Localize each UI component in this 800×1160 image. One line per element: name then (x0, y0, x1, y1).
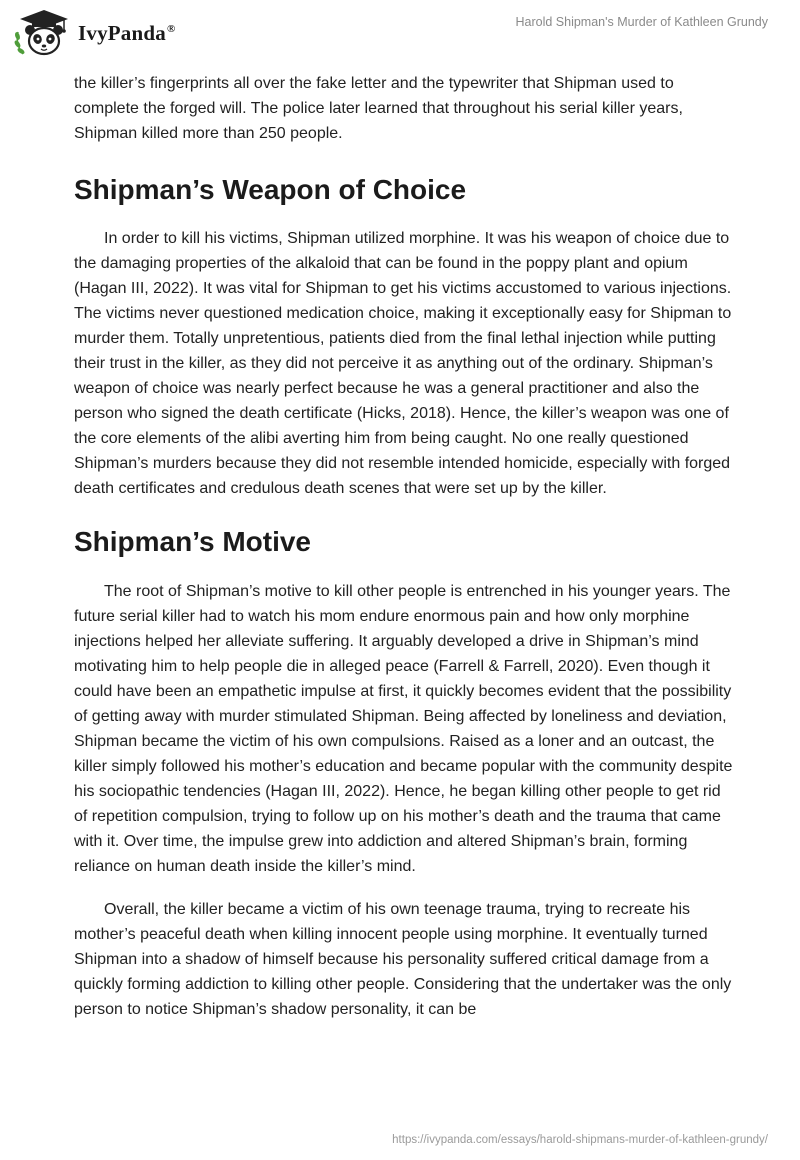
section-heading-weapon: Shipman’s Weapon of Choice (74, 174, 467, 205)
weapon-paragraph: In order to kill his victims, Shipman utilized morphine. It was his weapon of choice due to the damaging properties of the alkaloid that can be found in the poppy plant and opium (Hagan III, 2022). It was vital for Shipman to get his victims accustomed to various injections. The victims never questioned medication choice, making it exceptionally easy for Shipman to murder them. Totally unpretentious, patients died from the final lethal injection while putting their trust in the killer, as they did not perceive it as anything out of the ordinary. Shipman’s weapon of choice was nearly perfect because he was a general practitioner and also the person who signed the death certificate (Hicks, 2018). Hence, the killer’s weapon was one of the core elements of the alibi averting him from being caught. No one really questioned Shipman’s murders because they did not resemble intended homicide, especially with forged death certificates and credulous death scenes that were set up by the killer. (74, 230, 732, 497)
ivypanda-logo[interactable] (14, 8, 214, 58)
source-url-link[interactable]: https://ivypanda.com/essays/harold-shipmans-murder-of-kathleen-grundy/ (392, 1134, 768, 1146)
document-title: Harold Shipman's Murder of Kathleen Grundy (515, 15, 768, 29)
motive-paragraph-1: The root of Shipman’s motive to kill other people is entrenched in his younger years. The future serial killer had to watch his mom endure enormous pain and how only morphine injections helped her alleviate suffering. It arguably developed a drive in Shipman’s mind motivating him to help people die in alleged peace (Farrell & Farrell, 2020). Even though it could have been an empathetic impulse at first, it quickly becomes evident that the possibility of getting away with murder stimulated Shipman. Being affected by loneliness and deviation, Shipman became the victim of his own compulsions. Raised as a loner and an outcast, the killer simply followed his mother’s education and became popular with the community despite his sociopathic tendencies (Hagan III, 2022). Hence, he began killing other people to get rid of repetition compulsion, trying to follow up on his mother’s death and the trauma that came with it. Over time, the impulse grew into addiction and altered Shipman’s brain, forming reliance on human death inside the killer’s mind. (74, 583, 733, 875)
intro-paragraph: the killer’s fingerprints all over the fake letter and the typewriter that Shipman used to complete the forged will. The police later learned that throughout his serial killer years, Shipman killed more than 250 people. (74, 75, 683, 142)
section-heading-motive: Shipman’s Motive (74, 526, 312, 557)
registered-mark: ® (166, 23, 176, 35)
motive-paragraph-2: Overall, the killer became a victim of his own teenage trauma, trying to recreate his mother’s peaceful death when killing innocent people using morphine. It eventually turned Shipman into a shadow of himself because his personality suffered critical damage from a quickly forming addiction to killing other people. Considering that the undertaker was the only person to notice Shipman’s shadow personality, it can be (74, 901, 732, 1018)
brand-name-text: IvyPanda (78, 21, 166, 45)
panda-graduate-icon (14, 8, 74, 58)
article-body (74, 71, 734, 1022)
brand-name (78, 21, 175, 46)
page-header (0, 0, 800, 70)
